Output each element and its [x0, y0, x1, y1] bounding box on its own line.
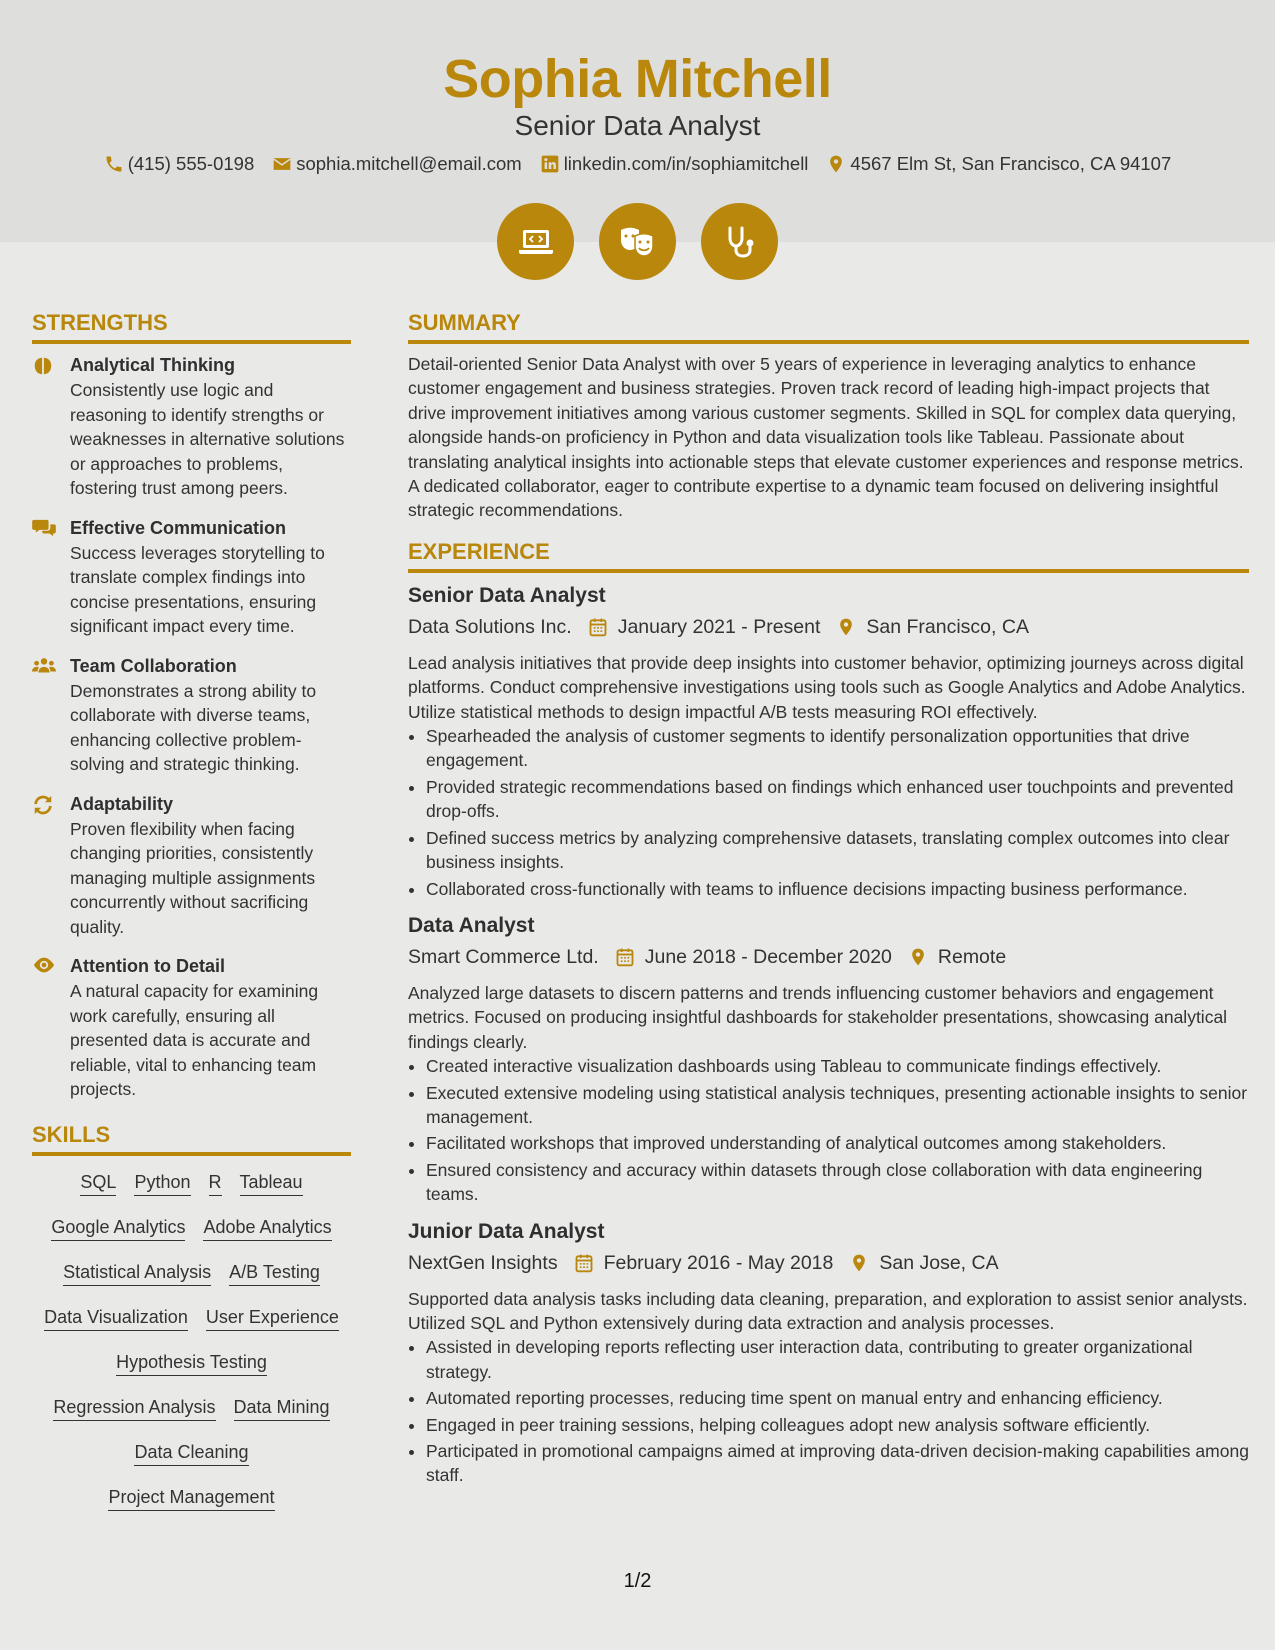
list-item: • Collaborated cross-functionally with teams to influence decisions impacting business performance.: [426, 877, 1249, 901]
strength-name: Effective Communication: [70, 517, 287, 538]
strengths-heading: STRENGTHS: [32, 308, 351, 344]
job-entry: [408, 1217, 1249, 1488]
strength-item: [32, 352, 351, 501]
job-title: Senior Data Analyst: [408, 583, 606, 607]
job-bullets: [408, 724, 1249, 901]
job-title: Junior Data Analyst: [408, 1219, 605, 1243]
skill-tag: SQL: [80, 1170, 116, 1196]
skill-tag: Data Cleaning: [134, 1440, 248, 1466]
skills-list: [32, 1170, 351, 1511]
sync-icon: [32, 794, 54, 816]
job-description: Analyzed large datasets to discern patterns and trends influencing customer behaviors and engagement metrics. Focused on producing insightful dashboards for stakeholder presentations, showcasing analytical findings clearly.: [408, 982, 1228, 1052]
contact-address: [826, 150, 1171, 178]
job-bullets: [408, 1335, 1249, 1487]
job-title: Data Analyst: [408, 913, 535, 937]
summary-text: Detail-oriented Senior Data Analyst with over 5 years of experience in leveraging analytics to enhance customer engagement and business strategies. Proven track record of leading high-impact projects that drive improvement initiatives among various customer segments. Skilled in SQL for complex data querying, alongside hands-on proficiency in Python and data visualization tools like Tableau. Passionate about translating analytical insights into actionable steps that elevate customer experiences and response metrics. A dedicated collaborator, eager to contribute expertise to a dynamic team focused on delivering insightful strategic recommendations.: [408, 354, 1244, 521]
contact-linkedin[interactable]: [540, 150, 809, 178]
calendar-icon: [615, 947, 635, 967]
skill-tag: Python: [134, 1170, 190, 1196]
badge-laptop: [497, 203, 574, 280]
comments-icon: [32, 518, 56, 538]
list-item: • Ensured consistency and accuracy within datasets through close collaboration with data engineering teams.: [426, 1158, 1249, 1207]
skill-tag: Adobe Analytics: [203, 1215, 331, 1241]
contact-phone: [104, 150, 255, 178]
job-location: Remote: [937, 945, 1007, 968]
list-item: • Created interactive visualization dashboards using Tableau to communicate findings effectively.: [426, 1054, 1249, 1078]
linkedin-text: linkedin.com/in/sophiamitchell: [563, 153, 809, 174]
right-column: [408, 308, 1249, 1490]
job-location: San Francisco, CA: [866, 615, 1029, 638]
strength-item: [32, 791, 351, 940]
job-dates: February 2016 - May 2018: [603, 1251, 834, 1274]
list-item: • Provided strategic recommendations based on findings which enhanced user touchpoints and prevented drop-offs.: [426, 775, 1249, 824]
job-company: Smart Commerce Ltd.: [408, 945, 599, 968]
skill-tag: R: [209, 1170, 222, 1196]
laptop-code-icon: [516, 222, 556, 262]
skill-tag: A/B Testing: [229, 1260, 320, 1286]
job-bullets: [408, 1054, 1249, 1206]
list-item: • Facilitated workshops that improved understanding of analytical outcomes among stakeholders.: [426, 1131, 1249, 1155]
job-company: Data Solutions Inc.: [408, 615, 572, 638]
list-item: • Spearheaded the analysis of customer segments to identify personalization opportunities that drive engagement.: [426, 724, 1249, 773]
contact-bar: [0, 150, 1275, 178]
stethoscope-icon: [720, 222, 760, 262]
job-dates: June 2018 - December 2020: [644, 945, 892, 968]
summary-heading: SUMMARY: [408, 308, 1249, 344]
list-item: • Participated in promotional campaigns aimed at improving data-driven decision-making capabilities among staff.: [426, 1439, 1249, 1488]
theater-masks-icon: [617, 222, 659, 262]
skill-tag: Google Analytics: [51, 1215, 185, 1241]
job-location: San Jose, CA: [879, 1251, 999, 1274]
brain-icon: [32, 355, 54, 377]
skill-tag: Statistical Analysis: [63, 1260, 211, 1286]
strength-desc: Demonstrates a strong ability to collaborate with diverse teams, enhancing collective problem-solving and strategic thinking.: [70, 680, 317, 774]
phone-icon: [104, 154, 124, 174]
job-meta: [408, 1247, 1249, 1279]
list-item: • Assisted in developing reports reflecting user interaction data, contributing to greater organizational strategy.: [426, 1335, 1249, 1384]
map-marker-icon: [908, 947, 928, 967]
badge-masks: [599, 203, 676, 280]
calendar-icon: [574, 1253, 594, 1273]
skill-tag: Tableau: [240, 1170, 303, 1196]
job-description: Supported data analysis tasks including data cleaning, preparation, and exploration to assist senior analysts. Utilized SQL and Python extensively during data extraction and analysis processes.: [408, 1288, 1248, 1333]
contact-email[interactable]: [272, 150, 521, 178]
skills-heading: SKILLS: [32, 1120, 351, 1156]
strength-item: [32, 953, 351, 1102]
experience-heading: EXPERIENCE: [408, 537, 1249, 573]
job-meta: [408, 941, 1249, 973]
strength-desc: Proven flexibility when facing changing priorities, consistently managing multiple assignments concurrently without sacrificing quality.: [70, 818, 316, 937]
strength-name: Attention to Detail: [70, 956, 225, 976]
job-company: NextGen Insights: [408, 1251, 558, 1274]
eye-icon: [32, 956, 56, 974]
strength-name: Adaptability: [70, 793, 174, 814]
job-meta: [408, 611, 1249, 643]
badge-row: [0, 203, 1275, 280]
email-text: sophia.mitchell@email.com: [296, 153, 522, 174]
strength-desc: Consistently use logic and reasoning to identify strengths or weaknesses in alternative solutions or approaches to problems, fostering trust among peers.: [70, 380, 345, 498]
strength-item: [32, 515, 351, 639]
left-column: [32, 308, 351, 1511]
strength-item: [32, 653, 351, 777]
list-item: • Executed extensive modeling using statistical analysis techniques, presenting actionable insights to senior management.: [426, 1081, 1249, 1130]
skill-tag: User Experience: [206, 1305, 339, 1331]
map-marker-icon: [836, 617, 856, 637]
skill-tag: Regression Analysis: [53, 1395, 215, 1421]
map-marker-icon: [849, 1253, 869, 1273]
envelope-icon: [272, 154, 292, 174]
skill-tag: Data Mining: [234, 1395, 330, 1421]
candidate-title: Senior Data Analyst: [514, 110, 761, 141]
job-description: Lead analysis initiatives that provide deep insights into customer behavior, optimizing journeys across digital platforms. Conduct comprehensive investigations using tools such as Google Analytics and Adobe Analytics. Utilize statistical methods to design impactful A/B tests measuring ROI effectively.: [408, 652, 1246, 722]
address-text: 4567 Elm St, San Francisco, CA 94107: [850, 153, 1172, 174]
calendar-icon: [588, 617, 608, 637]
list-item: • Automated reporting processes, reducing time spent on manual entry and enhancing efficiency.: [426, 1386, 1249, 1410]
users-icon: [32, 656, 56, 676]
job-entry: [408, 581, 1249, 901]
list-item: • Defined success metrics by analyzing comprehensive datasets, translating complex outcomes into clear business insights.: [426, 826, 1249, 875]
strength-desc: Success leverages storytelling to translate complex findings into concise presentations, ensuring significant impact every time.: [70, 542, 325, 636]
page-number: 1/2: [623, 1570, 652, 1592]
skill-tag: Project Management: [108, 1485, 274, 1511]
skill-tag: Data Visualization: [44, 1305, 188, 1331]
candidate-name: Sophia Mitchell: [443, 49, 832, 109]
strength-name: Team Collaboration: [70, 655, 237, 676]
skill-tag: Hypothesis Testing: [116, 1350, 267, 1376]
job-dates: January 2021 - Present: [617, 615, 821, 638]
list-item: • Engaged in peer training sessions, helping colleagues adopt new analysis software efficiently.: [426, 1413, 1249, 1437]
strength-name: Analytical Thinking: [70, 355, 236, 375]
job-entry: [408, 911, 1249, 1207]
badge-stethoscope: [701, 203, 778, 280]
strength-desc: A natural capacity for examining work carefully, ensuring all presented data is accurate and reliable, vital to enhancing team projects.: [70, 981, 319, 1099]
linkedin-icon: [540, 154, 560, 174]
map-marker-icon: [826, 154, 846, 174]
phone-text: (415) 555-0198: [127, 153, 255, 174]
